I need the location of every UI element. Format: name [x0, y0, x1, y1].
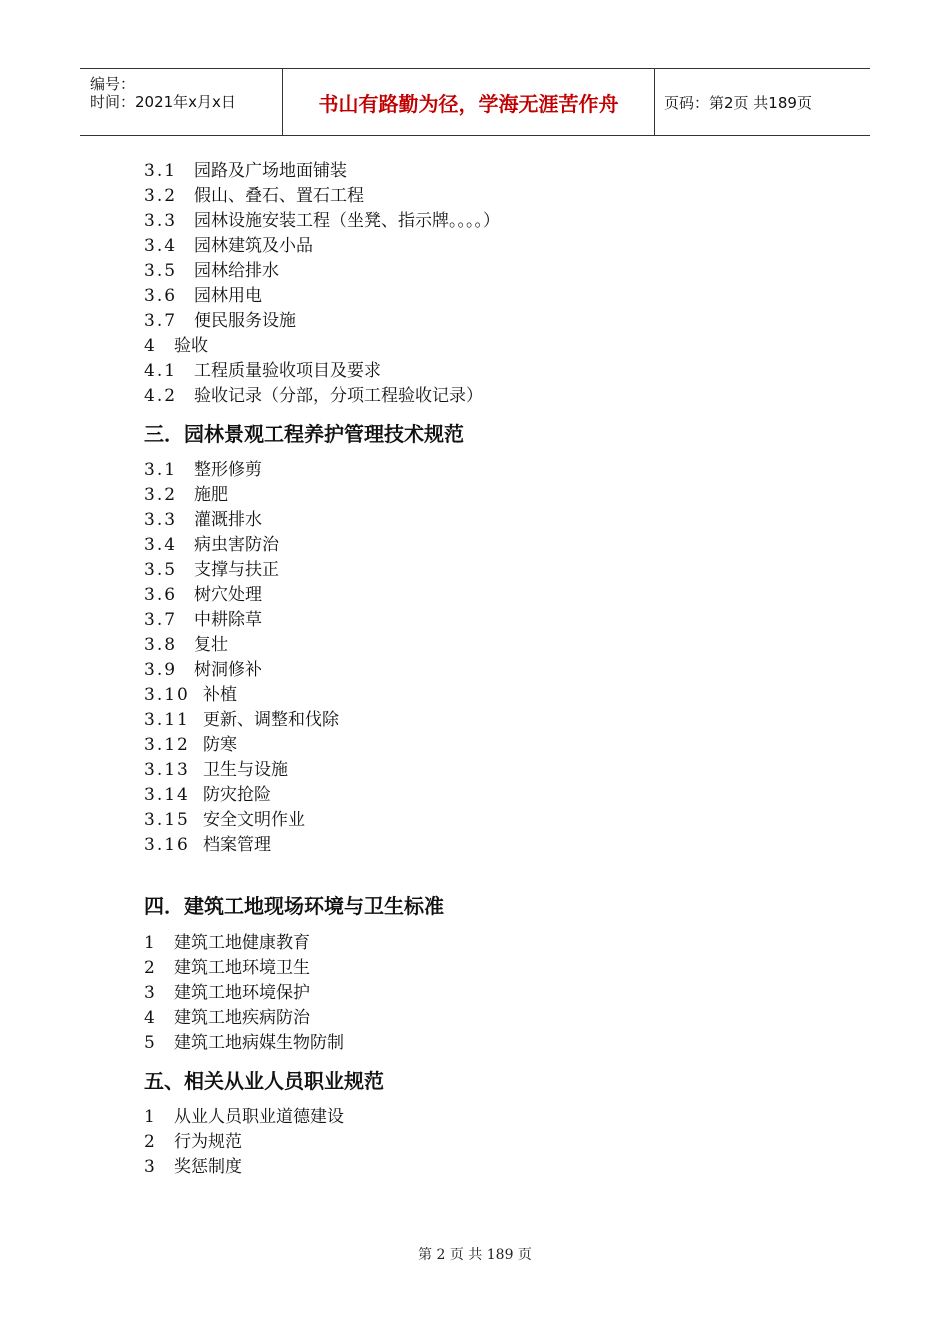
item-text: 安全文明作业 — [203, 810, 305, 830]
item-text: 验收记录（分部，分项工程验收记录） — [194, 386, 483, 406]
item-text: 复壮 — [194, 635, 228, 655]
item-text: 从业人员职业道德建设 — [174, 1107, 344, 1127]
header-meta-cell — [80, 69, 282, 135]
list-item — [144, 957, 310, 979]
header-motto-cell — [282, 69, 655, 135]
list-item — [144, 784, 271, 806]
item-text: 建筑工地环境保护 — [174, 983, 310, 1003]
header-motto: 书山有路勤为径，学海无涯苦作舟 — [318, 92, 619, 116]
item-number: 3.3 — [144, 510, 178, 530]
list-item — [144, 834, 271, 856]
item-number: 3.4 — [144, 236, 178, 256]
item-number: 5 — [144, 1033, 157, 1053]
list-item — [144, 584, 262, 606]
list-item — [144, 759, 288, 781]
item-number: 3.9 — [144, 660, 178, 680]
list-item — [144, 684, 237, 706]
item-number: 3.8 — [144, 635, 178, 655]
item-text: 园林设施安装工程（坐凳、指示牌。。。。） — [194, 211, 500, 231]
item-text: 园林给排水 — [194, 261, 279, 281]
list-item — [144, 260, 279, 282]
section3-heading: 三．园林景观工程养护管理技术规范 — [144, 422, 464, 446]
item-number: 3.12 — [144, 735, 190, 755]
list-item — [144, 509, 262, 531]
item-text: 奖惩制度 — [174, 1157, 242, 1177]
item-number: 3.15 — [144, 810, 190, 830]
item-text: 假山、叠石、置石工程 — [194, 186, 364, 206]
item-text: 支撑与扶正 — [194, 560, 279, 580]
item-number: 3 — [144, 983, 157, 1003]
item-text: 验收 — [174, 336, 208, 356]
item-number: 3.7 — [144, 610, 178, 630]
item-text: 工程质量验收项目及要求 — [194, 361, 381, 381]
list-item — [144, 484, 228, 506]
item-text: 补植 — [203, 685, 237, 705]
list-item — [144, 1106, 344, 1128]
list-item — [144, 235, 313, 257]
item-text: 建筑工地病媒生物防制 — [174, 1033, 344, 1053]
item-number: 3.10 — [144, 685, 190, 705]
item-text: 园路及广场地面铺装 — [194, 161, 347, 181]
item-number: 2 — [144, 1132, 157, 1152]
header-page-label: 页码：第2页 共189页 — [664, 94, 812, 112]
item-number: 3.6 — [144, 585, 178, 605]
item-text: 建筑工地健康教育 — [174, 933, 310, 953]
item-text: 档案管理 — [203, 835, 271, 855]
item-number: 3.2 — [144, 186, 178, 206]
list-item — [144, 659, 262, 681]
item-number: 3.5 — [144, 560, 178, 580]
list-item — [144, 932, 310, 954]
list-item — [144, 709, 339, 731]
item-text: 整形修剪 — [194, 460, 262, 480]
section4-heading: 四．建筑工地现场环境与卫生标准 — [144, 894, 444, 918]
item-text: 卫生与设施 — [203, 760, 288, 780]
list-item — [144, 360, 381, 382]
item-number: 3.1 — [144, 161, 178, 181]
time-label: 时间：2021年x月x日 — [90, 93, 236, 111]
list-item — [144, 634, 228, 656]
item-number: 3.16 — [144, 835, 190, 855]
item-number: 3 — [144, 1157, 157, 1177]
list-item — [144, 335, 208, 357]
item-number: 3.14 — [144, 785, 190, 805]
item-text: 建筑工地环境卫生 — [174, 958, 310, 978]
list-item — [144, 809, 305, 831]
item-number: 3.4 — [144, 535, 178, 555]
page-footer: 第 2 页 共 189 页 — [418, 1247, 532, 1263]
item-number: 3.13 — [144, 760, 190, 780]
item-text: 病虫害防治 — [194, 535, 279, 555]
list-item — [144, 1156, 242, 1178]
list-item — [144, 1032, 344, 1054]
item-number: 2 — [144, 958, 157, 978]
item-number: 1 — [144, 1107, 157, 1127]
item-text: 施肥 — [194, 485, 228, 505]
list-item — [144, 160, 347, 182]
item-number: 3.5 — [144, 261, 178, 281]
item-number: 4 — [144, 336, 157, 356]
item-number: 3.3 — [144, 211, 178, 231]
item-number: 3.11 — [144, 710, 190, 730]
list-item — [144, 534, 279, 556]
item-text: 建筑工地疾病防治 — [174, 1008, 310, 1028]
header-page-cell — [655, 69, 870, 135]
list-item — [144, 734, 237, 756]
list-item — [144, 210, 500, 232]
item-number: 4.1 — [144, 361, 178, 381]
item-text: 灌溉排水 — [194, 510, 262, 530]
list-item — [144, 559, 279, 581]
item-text: 防灾抢险 — [203, 785, 271, 805]
item-number: 4 — [144, 1008, 157, 1028]
item-text: 树穴处理 — [194, 585, 262, 605]
list-item — [144, 310, 296, 332]
document-header — [80, 68, 870, 136]
item-text: 便民服务设施 — [194, 311, 296, 331]
item-number: 4.2 — [144, 386, 178, 406]
list-item — [144, 385, 483, 407]
list-item — [144, 982, 310, 1004]
list-item — [144, 285, 262, 307]
item-text: 树洞修补 — [194, 660, 262, 680]
item-text: 防寒 — [203, 735, 237, 755]
item-text: 园林用电 — [194, 286, 262, 306]
item-number: 3.1 — [144, 460, 178, 480]
item-text: 更新、调整和伐除 — [203, 710, 339, 730]
item-number: 3.6 — [144, 286, 178, 306]
item-text: 园林建筑及小品 — [194, 236, 313, 256]
list-item — [144, 1007, 310, 1029]
list-item — [144, 185, 364, 207]
section5-heading: 五、相关从业人员职业规范 — [144, 1069, 384, 1093]
list-item — [144, 459, 262, 481]
list-item — [144, 1131, 242, 1153]
item-number: 3.2 — [144, 485, 178, 505]
list-item — [144, 609, 262, 631]
item-number: 3.7 — [144, 311, 178, 331]
serial-label: 编号： — [90, 75, 136, 93]
item-text: 行为规范 — [174, 1132, 242, 1152]
item-text: 中耕除草 — [194, 610, 262, 630]
item-number: 1 — [144, 933, 157, 953]
